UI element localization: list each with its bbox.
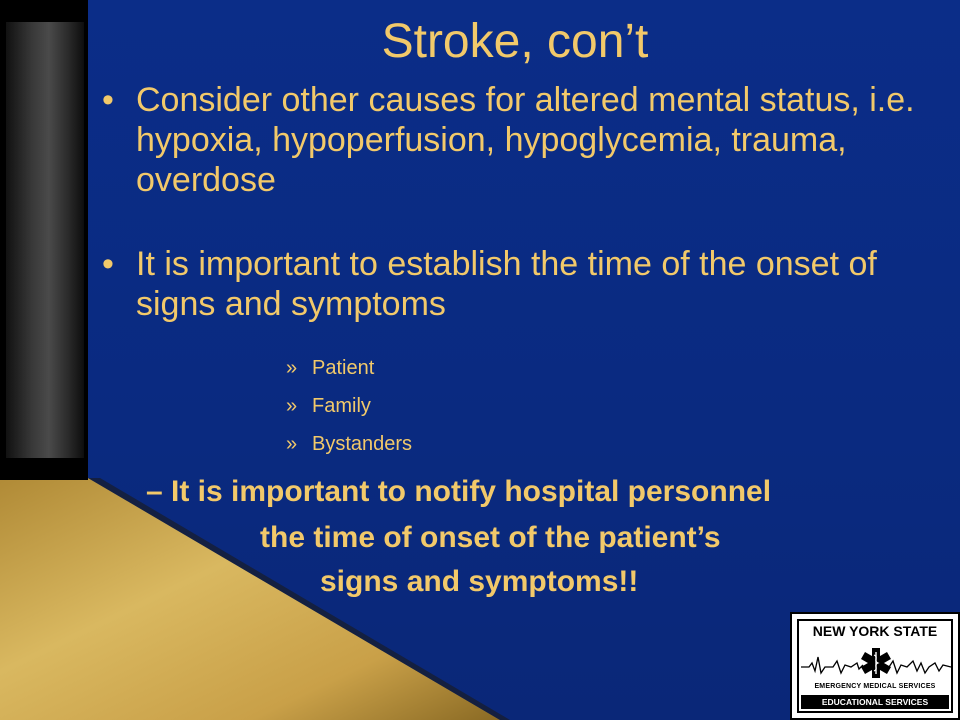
emphasis-line-1: – It is important to notify hospital personnel <box>146 475 772 508</box>
slide-title: Stroke, con’t <box>381 15 649 68</box>
logo-middle-text: EMERGENCY MEDICAL SERVICES <box>814 683 936 690</box>
sub-item-patient <box>286 356 374 380</box>
sub-item-text: Bystanders <box>312 433 413 455</box>
nys-ems-logo <box>790 612 960 720</box>
logo-bottom-text: EDUCATIONAL SERVICES <box>801 695 949 709</box>
logo-top-text: NEW YORK STATE <box>812 623 938 639</box>
bullet-marker: • <box>102 81 114 119</box>
sub-item-marker: » <box>286 395 298 417</box>
sub-item-marker: » <box>286 357 298 379</box>
sub-item-marker: » <box>286 433 298 455</box>
bullet-marker: • <box>102 245 114 283</box>
left-decorative-bar <box>0 0 88 480</box>
logo-frame <box>797 619 953 713</box>
sub-item-family <box>286 394 371 418</box>
bullet-text: It is important to establish the time of the onset of signs and symptoms <box>136 245 877 323</box>
left-bar-bevel <box>6 22 84 458</box>
emphasis-line-2: the time of onset of the patient’s <box>260 521 721 554</box>
bullet-text: Consider other causes for altered mental status, i.e. hypoxia, hypoperfusion, hypoglycemia, trauma, overdose <box>136 81 915 199</box>
sub-item-text: Family <box>312 395 371 417</box>
heartbeat-line-icon <box>801 643 951 683</box>
emphasis-line-3: signs and symptoms!! <box>320 565 639 598</box>
sub-item-bystanders <box>286 432 412 456</box>
sub-item-text: Patient <box>312 357 375 379</box>
star-of-life-icon <box>861 648 891 678</box>
